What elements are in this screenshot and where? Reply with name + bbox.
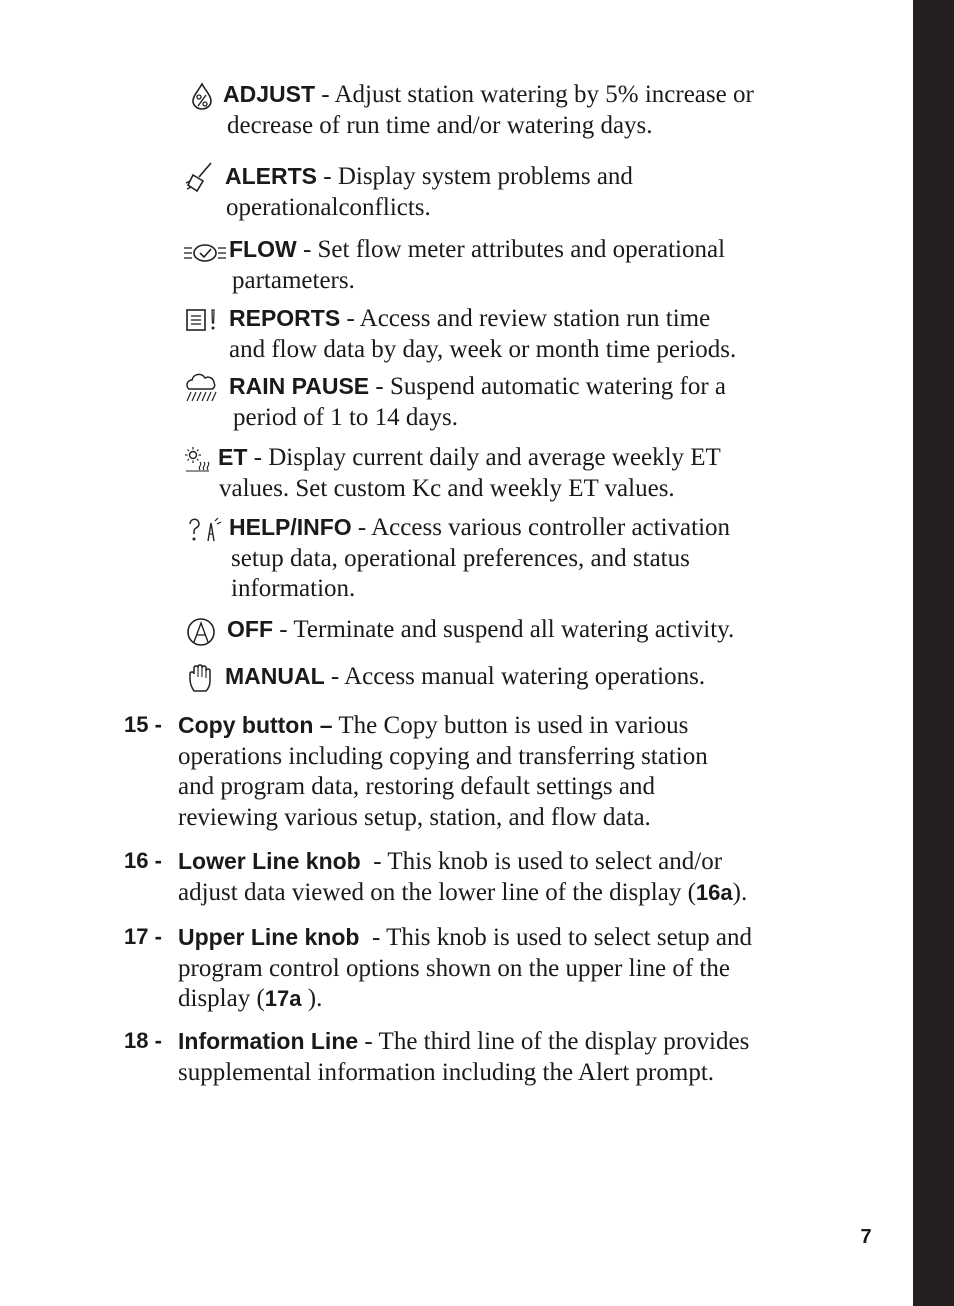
sun-evaporation-icon bbox=[184, 446, 210, 472]
item-number-18: 18 - bbox=[124, 1028, 162, 1053]
off-item: OFF - Terminate and suspend all watering activity. bbox=[186, 614, 734, 646]
upper-line-knob-description: Upper Line knob - This knob is used to select setup and program control options shown on the upper line of the display (17a ). bbox=[178, 924, 752, 1012]
reports-label: REPORTS bbox=[229, 305, 341, 331]
rain-pause-label: RAIN PAUSE bbox=[229, 373, 370, 399]
alerts-desc: Display system problems and bbox=[337, 163, 633, 190]
upper-line-display-ref: 17a bbox=[264, 986, 302, 1011]
et-item: ET - Display current daily and average weekly ET values. Set custom Kc and weekly ET values. bbox=[184, 442, 721, 504]
alerts-label: ALERTS bbox=[225, 163, 317, 189]
help-info-desc: Access various controller activation bbox=[371, 514, 731, 541]
manual-item: MANUAL - Access manual watering operations. bbox=[187, 661, 705, 693]
page-edge-bar bbox=[913, 0, 954, 1306]
information-line-label: Information Line bbox=[178, 1028, 359, 1054]
reports-item: REPORTS - Access and review station run time and flow data by day, week or month time periods. bbox=[186, 303, 736, 365]
adjust-label: ADJUST bbox=[223, 81, 316, 107]
off-label: OFF bbox=[227, 616, 273, 642]
reports-desc: Access and review station run time bbox=[359, 305, 711, 332]
rain-pause-desc-cont: period of 1 to 14 days. bbox=[233, 403, 458, 431]
adjust-item: ADJUST - Adjust station watering by 5% increase or decrease of run time and/or watering days. bbox=[190, 79, 754, 141]
off-desc: Terminate and suspend all watering activity. bbox=[293, 616, 735, 643]
report-icon bbox=[186, 308, 218, 332]
help-info-item: HELP/INFO - Access various controller activation setup data, operational preferences, and status information. bbox=[186, 512, 730, 605]
copy-button-label: Copy button – bbox=[178, 712, 333, 738]
alerts-desc-cont: operationalconflicts. bbox=[226, 193, 431, 221]
et-desc-cont: values. Set custom Kc and weekly ET values. bbox=[219, 474, 675, 502]
help-info-desc-cont: setup data, operational preferences, and status bbox=[231, 544, 690, 572]
percent-drop-icon bbox=[190, 82, 214, 110]
rain-pause-desc: Suspend automatic watering for a bbox=[389, 373, 726, 400]
off-icon bbox=[186, 617, 216, 647]
flow-meter-icon bbox=[183, 242, 227, 264]
item-number-16: 16 - bbox=[124, 848, 162, 873]
page-number: 7 bbox=[860, 1226, 872, 1248]
hand-icon bbox=[187, 663, 213, 693]
item-number-17: 17 - bbox=[124, 924, 162, 949]
copy-button-description: Copy button – The Copy button is used in various operations including copying and transferring station and program data, restoring default settings and reviewing various setup, station, and flow data. bbox=[178, 712, 708, 831]
adjust-desc-cont: decrease of run time and/or watering days. bbox=[227, 111, 653, 139]
alert-light-icon bbox=[185, 161, 215, 193]
manual-desc: Access manual watering operations. bbox=[344, 663, 706, 690]
alerts-item: ALERTS - Display system problems and operationalconflicts. bbox=[185, 161, 633, 223]
lower-line-knob-label: Lower Line knob bbox=[178, 848, 361, 874]
help-info-icon bbox=[186, 515, 222, 543]
item-number-15: 15 - bbox=[124, 712, 162, 737]
et-desc: Display current daily and average weekly ET bbox=[268, 444, 721, 471]
information-line-description: Information Line - The third line of the display provides supplemental information including the Alert prompt. bbox=[178, 1028, 750, 1086]
upper-line-knob-label: Upper Line knob bbox=[178, 924, 360, 950]
lower-line-display-ref: 16a bbox=[695, 879, 733, 905]
help-info-desc-cont2: information. bbox=[231, 575, 356, 602]
flow-item: FLOW - Set flow meter attributes and operational partameters. bbox=[183, 234, 725, 296]
reports-desc-cont: and flow data by day, week or month time periods. bbox=[229, 335, 737, 363]
flow-desc-cont: partameters. bbox=[232, 266, 355, 294]
flow-desc: Set flow meter attributes and operational bbox=[317, 236, 726, 263]
et-label: ET bbox=[218, 444, 248, 470]
lower-line-knob-description: Lower Line knob - This knob is used to select and/or adjust data viewed on the lower line of the display (16a). bbox=[178, 848, 748, 906]
help-info-label: HELP/INFO bbox=[229, 514, 352, 540]
adjust-desc: Adjust station watering by 5% increase or bbox=[334, 81, 754, 108]
rain-pause-item: RAIN PAUSE - Suspend automatic watering for a period of 1 to 14 days. bbox=[183, 371, 726, 433]
rain-cloud-icon bbox=[183, 373, 219, 403]
flow-label: FLOW bbox=[229, 236, 297, 262]
manual-label: MANUAL bbox=[225, 663, 325, 689]
